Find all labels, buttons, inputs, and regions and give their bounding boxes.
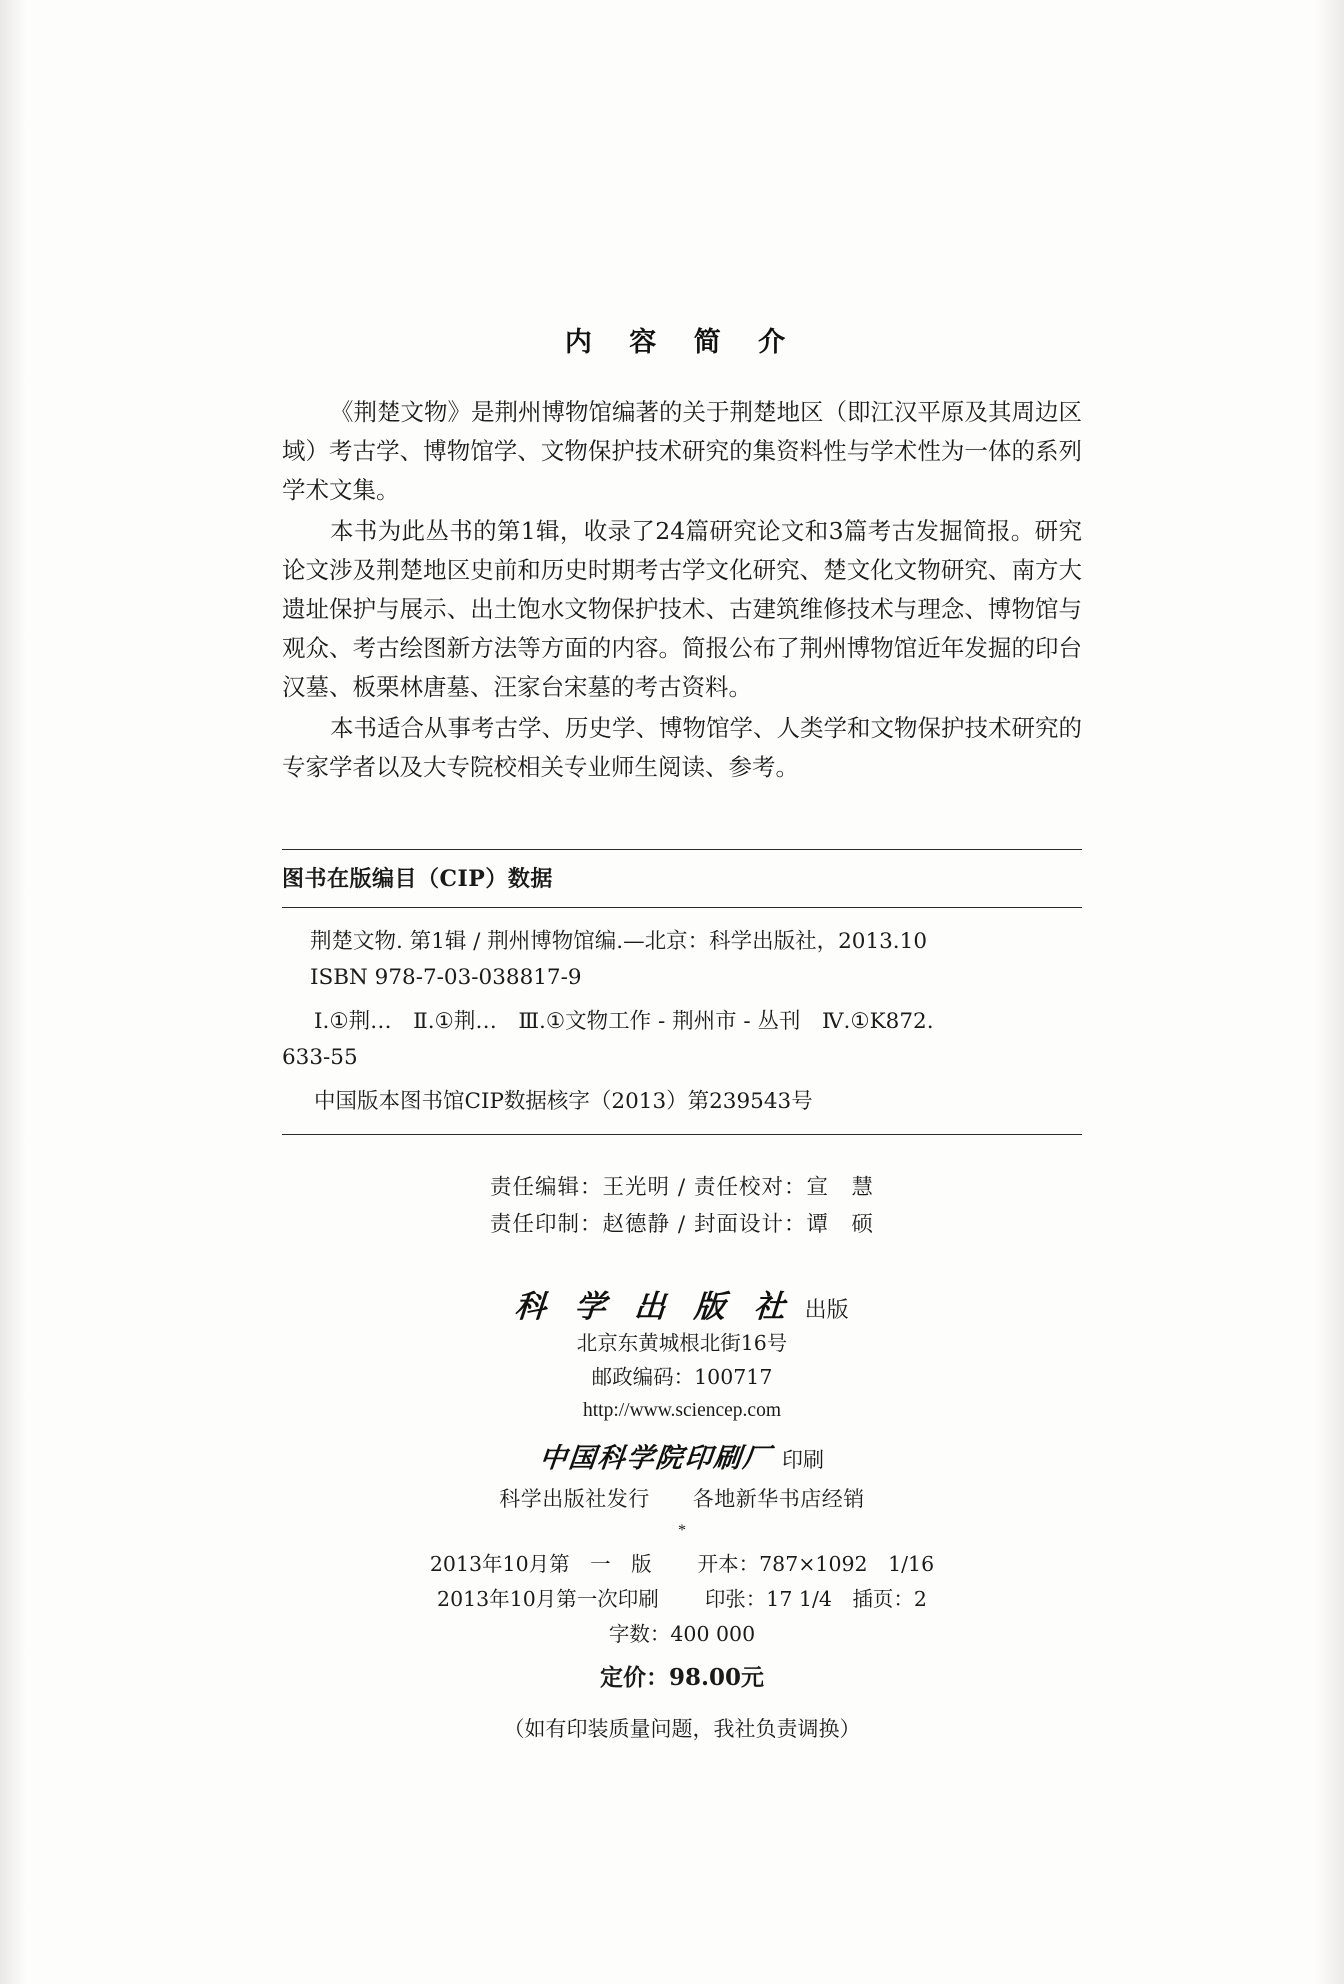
abstract-paragraph: 本书适合从事考古学、历史学、博物馆学、人类学和文物保护技术研究的专家学者以及大专院校相关专业师生阅读、参考。 [282, 714, 1082, 781]
cip-line-title: 荆楚文物. 第1辑 / 荆州博物馆编.—北京：科学出版社，2013.10 [310, 929, 928, 954]
price-label: 定价：98.00元 [599, 1664, 765, 1691]
words-row: 字数：400 000 [608, 1622, 756, 1646]
cip-line-classification: Ⅰ.①荆… Ⅱ.①荆… Ⅲ.①文物工作 - 荆州市 - 丛刊 Ⅳ.①K872. [314, 1009, 934, 1034]
quality-note: （如有印装质量问题，我社负责调换） [503, 1717, 861, 1741]
distribution-line: 科学出版社发行 各地新华书店经销 [499, 1487, 865, 1511]
printer-row [282, 1436, 1082, 1475]
page-title: 内 容 简 介 [564, 327, 800, 358]
divider-bottom [282, 1134, 1082, 1135]
abstract-paragraph: 本书为此丛书的第1辑，收录了24篇研究论文和3篇考古发掘简报。研究论文涉及荆楚地区史前和历史时期考古学文化研究、楚文化文物研究、南方大遗址保护与展示、出土饱水文物保护技术、古建筑维修技术与理念、博物馆与观众、考古绘图新方法等方面的内容。简报公布了荆州博物馆近年发掘的印台汉墓、板栗林唐墓、汪家台宋墓的考古资料。 [282, 517, 1082, 701]
cip-spacer [282, 996, 1082, 1004]
abstract-section [282, 393, 1082, 787]
cip-line-catalog-number: 中国版本图书馆CIP数据核字（2013）第239543号 [314, 1089, 813, 1114]
cip-body [282, 908, 1082, 1134]
publisher-address: 北京东黄城根北街16号 [576, 1331, 788, 1355]
credit-production-line: 责任印制：赵德静 / 封面设计：谭 硕 [490, 1212, 874, 1237]
edition-label: 2013年10月第 一 版 [429, 1552, 652, 1576]
publisher-url[interactable]: http://www.sciencep.com [582, 1400, 782, 1421]
printer-suffix: 印刷 [782, 1448, 824, 1472]
impression-label: 2013年10月第一次印刷 [437, 1587, 659, 1611]
credits-block [282, 1169, 1082, 1243]
printer-logo: 中国科学院印刷厂 [538, 1443, 774, 1474]
impression-row [282, 1582, 1082, 1617]
publisher-logo-row [282, 1281, 1082, 1326]
edition-row [282, 1547, 1082, 1582]
publisher-block [282, 1281, 1082, 1543]
print-info-block [282, 1547, 1082, 1750]
abstract-paragraph: 《荆楚文物》是荆州博物馆编著的关于荆楚地区（即江汉平原及其周边区域）考古学、博物馆学、文物保护技术研究的集资料性与学术性为一体的系列学术文集。 [282, 398, 1082, 504]
cip-line-isbn: ISBN 978-7-03-038817-9 [310, 965, 582, 990]
page-content [282, 320, 1082, 1750]
cip-heading: 图书在版编目（CIP）数据 [282, 866, 553, 892]
separator-asterisk: * [678, 1522, 686, 1539]
format-label: 开本：787×1092 1/16 [697, 1552, 935, 1576]
science-press-logo: 科 学 出 版 社 [513, 1289, 796, 1325]
cip-block [282, 849, 1082, 1135]
publisher-postcode: 邮政编码：100717 [591, 1365, 773, 1389]
cip-line-classification-cont: 633-55 [282, 1045, 358, 1070]
publisher-suffix: 出版 [804, 1298, 849, 1323]
sheets-label: 印张：17 1/4 插页：2 [704, 1587, 927, 1611]
cip-spacer [282, 1076, 1082, 1084]
credit-editor-line: 责任编辑：王光明 / 责任校对：宣 慧 [490, 1175, 874, 1200]
